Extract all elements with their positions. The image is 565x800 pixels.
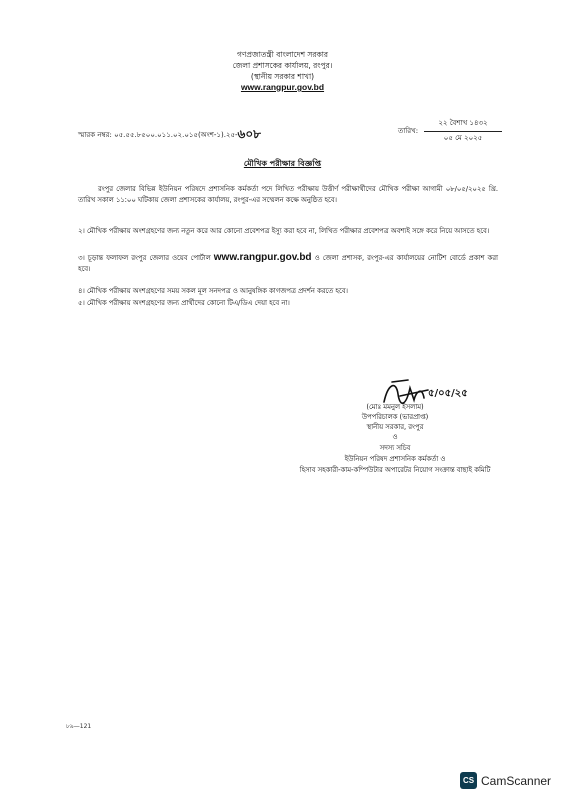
header-website-link[interactable]: www.rangpur.gov.bd — [240, 82, 325, 92]
header-office-name: জেলা প্রশাসকের কার্যালয়, রংপুর। — [232, 61, 333, 70]
memo-number — [78, 125, 261, 145]
header-section-name: (স্থানীয় সরকার শাখা) — [250, 72, 315, 81]
notice-title — [0, 158, 565, 171]
signatory-name: (মোঃ মমনুল ইসলাম) — [366, 403, 424, 411]
date-label: তারিখ: — [398, 127, 419, 135]
signatory-committee-line2: হিসাব সহকারী-কাম-কম্পিউটার অপারেটর নিয়োগ সংক্রান্ত বাছাই কমিটি — [299, 466, 491, 474]
notice-item-2: ২। মৌখিক পরীক্ষায় অংশগ্রহণের জন্য নতুন করে আর কোনো প্রবেশপত্র ইস্যু করা হবে না, লিখিত পরীক্ষার প্রবেশপত্র অবশ্যই সঙ্গে করে নিয়ে আসতে হবে। — [78, 227, 490, 235]
signatory-designation: উপপরিচালক (ভারপ্রাপ্ত) — [361, 413, 429, 421]
signatory-conj: ও — [392, 433, 398, 441]
notice-item-5: ৫। মৌখিক পরীক্ষায় অংশগ্রহণের জন্য প্রার্থীদের কোনো টিএ/ডিএ দেয়া হবে না। — [78, 299, 290, 307]
header-govt-name: গণপ্রজাতন্ত্রী বাংলাদেশ সরকার — [236, 50, 329, 59]
signatory-office: স্থানীয় সরকার, রংপুর — [366, 423, 424, 431]
header-website-row — [0, 82, 565, 93]
signatory-member-title: সদস্য সচিব — [379, 444, 411, 452]
notice-item-3-website[interactable]: www.rangpur.gov.bd — [213, 252, 312, 263]
notice-item-3-after: ও জেলা প্রশাসক, রংপুর-এর কার্যালয়ের নোটিশ বোর্ডে প্রকাশ করা হবে। — [78, 254, 499, 273]
notice-intro: রংপুর জেলার বিভিন্ন ইউনিয়ন পরিষদে প্রশাসনিক কর্মকর্তা পদে লিখিত পরীক্ষায় উত্তীর্ণ পরীক্ষার্থীদের মৌখিক পরীক্ষা আগামী ০৮/০৫/২০২৫ খ্রি. তারিখ সকাল ১১:০০ ঘটিকায় জেলা প্রশাসকের কার্যালয়, রংপুর-এর সম্মেলন কক্ষে অনুষ্ঠিত হবে। — [78, 185, 498, 204]
memo-number-handwritten: ৬০৮ — [237, 127, 261, 141]
camscanner-badge — [460, 772, 551, 789]
footer-code: ৮৯—121 — [66, 723, 92, 730]
camscanner-name: CamScanner — [481, 773, 552, 788]
memo-number-text: স্মারক নম্বর: ০৫.৫৫.৮৫০০.০১১.০২.০১৫(অংশ-১).২৫- — [78, 131, 238, 139]
notice-item-3-before: ৩। চূড়ান্ত ফলাফল রংপুর জেলার ওয়েব পোর্টাল — [78, 254, 211, 262]
date-bengali: ২২ বৈশাখ ১৪৩২ — [424, 117, 502, 132]
signature-date: ৫/০৫/২৫ — [428, 388, 468, 399]
signatory-committee-line1: ইউনিয়ন পরিষদ প্রশাসনিক কর্মকর্তা ও — [344, 455, 446, 463]
date-english: ০৫ মে ২০২৫ — [443, 134, 483, 142]
camscanner-logo-icon: CS — [460, 772, 477, 789]
notice-item-3 — [78, 253, 498, 274]
notice-title-text: মৌখিক পরীক্ষার বিজ্ঞপ্তি — [243, 159, 322, 168]
notice-item-4: ৪। মৌখিক পরীক্ষায় অংশগ্রহণের সময় সকল মূল সনদপত্র ও আনুষঙ্গিক কাগজপত্র প্রদর্শন করতে হবে। — [78, 287, 348, 295]
